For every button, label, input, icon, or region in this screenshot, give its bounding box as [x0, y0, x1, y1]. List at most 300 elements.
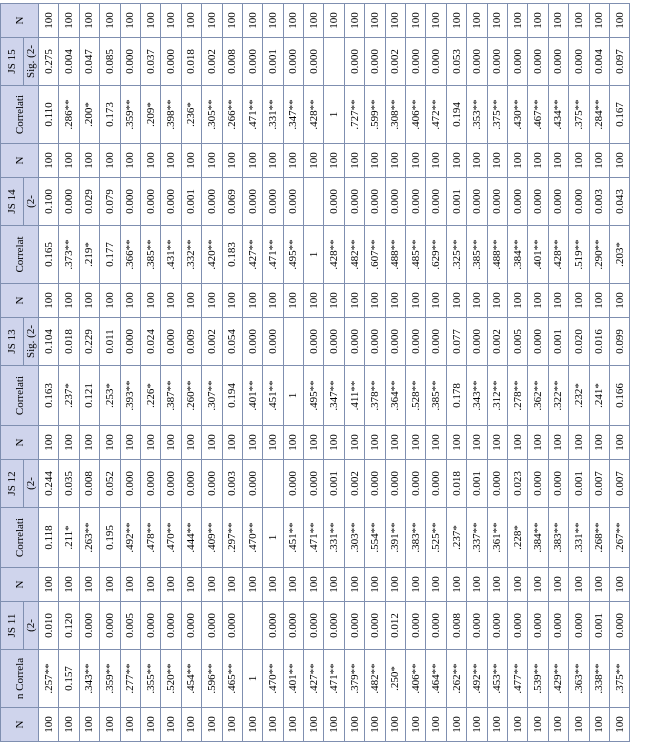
cell-js11-corr: .257** — [39, 650, 59, 708]
cell-n-a: 100 — [507, 708, 527, 742]
cell-js12-corr: .297** — [222, 508, 242, 568]
cell-js11-n: 100 — [304, 568, 324, 602]
cell-js14-n: 100 — [487, 144, 507, 178]
cell-js12-n: 100 — [487, 426, 507, 460]
cell-js15-n: 100 — [446, 4, 466, 38]
cell-js11-sig: 0.000 — [365, 602, 385, 650]
header-n: N — [1, 708, 39, 742]
cell-js14-sig: 0.069 — [222, 178, 242, 226]
cell-js14-corr: .366** — [120, 226, 140, 284]
cell-js12-corr: .331** — [324, 508, 344, 568]
cell-js12-sig: 0.000 — [385, 460, 405, 508]
cell-js13-corr: 1 — [283, 366, 303, 426]
cell-js14-n: 100 — [222, 144, 242, 178]
cell-js11-sig: 0.000 — [181, 602, 201, 650]
cell-js11-n: 100 — [59, 568, 79, 602]
cell-js15-sig: 0.000 — [467, 38, 487, 86]
cell-js13-sig: 0.099 — [609, 318, 629, 366]
cell-js13-n: 100 — [446, 284, 466, 318]
cell-js12-sig: 0.001 — [569, 460, 589, 508]
cell-js14-n: 100 — [528, 144, 548, 178]
cell-js14-corr: .607** — [365, 226, 385, 284]
cell-js14-corr: .385** — [467, 226, 487, 284]
table-row — [324, 4, 344, 742]
cell-js13-corr: .387** — [161, 366, 181, 426]
cell-js13-sig: 0.002 — [487, 318, 507, 366]
header-n: N — [1, 144, 39, 178]
cell-js15-sig: 0.000 — [406, 38, 426, 86]
cell-js15-corr: .284** — [589, 86, 609, 144]
cell-js15-corr: .331** — [263, 86, 283, 144]
header-n: N — [1, 4, 39, 38]
cell-js15-n: 100 — [120, 4, 140, 38]
cell-js11-n: 100 — [79, 568, 99, 602]
cell-js11-corr: .250* — [385, 650, 405, 708]
cell-js13-n: 100 — [344, 284, 364, 318]
cell-n-a: 100 — [222, 708, 242, 742]
cell-n-a: 100 — [406, 708, 426, 742]
cell-js12-n: 100 — [507, 426, 527, 460]
cell-n-a: 100 — [385, 708, 405, 742]
cell-js11-n: 100 — [283, 568, 303, 602]
cell-js12-n: 100 — [39, 426, 59, 460]
cell-js11-sig: 0.000 — [222, 602, 242, 650]
cell-js13-sig: 0.000 — [263, 318, 283, 366]
cell-js13-corr: .253* — [100, 366, 120, 426]
cell-js12-sig: 0.000 — [406, 460, 426, 508]
cell-js14-n: 100 — [569, 144, 589, 178]
cell-js13-sig: 0.000 — [406, 318, 426, 366]
cell-js14-n: 100 — [263, 144, 283, 178]
cell-js12-n: 100 — [446, 426, 466, 460]
cell-js11-corr: .464** — [426, 650, 446, 708]
cell-js13-corr: .401** — [242, 366, 262, 426]
cell-js14-corr: 0.183 — [222, 226, 242, 284]
cell-js12-n: 100 — [426, 426, 446, 460]
cell-js11-corr: .401** — [283, 650, 303, 708]
cell-js12-n: 100 — [140, 426, 160, 460]
cell-js14-n: 100 — [426, 144, 446, 178]
cell-n-a: 100 — [304, 708, 324, 742]
cell-js15-corr: .430** — [507, 86, 527, 144]
cell-js14-n: 100 — [548, 144, 568, 178]
cell-js13-sig: 0.000 — [242, 318, 262, 366]
header-js14-group: JS 14 — [1, 178, 24, 226]
cell-js12-corr: .361** — [487, 508, 507, 568]
cell-js15-corr: .471** — [242, 86, 262, 144]
cell-js12-sig: 0.000 — [487, 460, 507, 508]
cell-js13-sig: 0.077 — [446, 318, 466, 366]
header-js14-correlation: Correlat — [1, 226, 39, 284]
cell-js15-n: 100 — [609, 4, 629, 38]
cell-n-a: 100 — [79, 708, 99, 742]
cell-js13-n: 100 — [487, 284, 507, 318]
cell-js11-n: 100 — [467, 568, 487, 602]
cell-js13-corr: 0.194 — [222, 366, 242, 426]
cell-js12-corr: .470** — [242, 508, 262, 568]
table-row — [589, 4, 609, 742]
table-row — [181, 4, 201, 742]
cell-js11-sig: 0.000 — [487, 602, 507, 650]
cell-js14-corr: .290** — [589, 226, 609, 284]
table-row — [283, 4, 303, 742]
cell-js14-n: 100 — [140, 144, 160, 178]
cell-js14-n: 100 — [79, 144, 99, 178]
cell-js14-corr: .373** — [59, 226, 79, 284]
cell-js15-corr: .308** — [385, 86, 405, 144]
cell-js11-sig: 0.120 — [59, 602, 79, 650]
cell-js14-corr: .471** — [263, 226, 283, 284]
cell-js14-corr: 1 — [304, 226, 324, 284]
cell-js14-corr: .629** — [426, 226, 446, 284]
cell-js14-sig: 0.000 — [161, 178, 181, 226]
table-row — [304, 4, 324, 742]
cell-js14-corr: 0.165 — [39, 226, 59, 284]
cell-js14-sig: 0.000 — [120, 178, 140, 226]
cell-js12-sig: 0.001 — [467, 460, 487, 508]
cell-js13-corr: .260** — [181, 366, 201, 426]
cell-js11-sig: 0.000 — [344, 602, 364, 650]
table-row — [263, 4, 283, 742]
cell-js12-corr: .237* — [446, 508, 466, 568]
cell-js14-corr: .401** — [528, 226, 548, 284]
cell-js12-corr: 0.118 — [39, 508, 59, 568]
cell-js12-n: 100 — [385, 426, 405, 460]
cell-n-a: 100 — [365, 708, 385, 742]
cell-js12-corr: .384** — [528, 508, 548, 568]
cell-js15-n: 100 — [222, 4, 242, 38]
table-row — [161, 4, 181, 742]
cell-js13-corr: 0.163 — [39, 366, 59, 426]
cell-js12-sig: 0.002 — [344, 460, 364, 508]
cell-js13-n: 100 — [79, 284, 99, 318]
header-js15-correlation: Correlati — [1, 86, 39, 144]
cell-js14-sig: 0.000 — [59, 178, 79, 226]
cell-js13-n: 100 — [263, 284, 283, 318]
cell-js13-corr: .393** — [120, 366, 140, 426]
cell-js12-sig: 0.000 — [283, 460, 303, 508]
cell-js12-sig: 0.244 — [39, 460, 59, 508]
cell-n-a: 100 — [344, 708, 364, 742]
cell-js14-corr: .428** — [548, 226, 568, 284]
cell-js11-sig — [242, 602, 262, 650]
cell-js15-n: 100 — [161, 4, 181, 38]
cell-js15-corr: .200* — [79, 86, 99, 144]
cell-js15-sig: 0.000 — [120, 38, 140, 86]
cell-js14-sig: 0.000 — [324, 178, 344, 226]
cell-js12-corr: .303** — [344, 508, 364, 568]
cell-n-a: 100 — [161, 708, 181, 742]
cell-js13-n: 100 — [222, 284, 242, 318]
cell-n-a: 100 — [100, 708, 120, 742]
cell-n-a: 100 — [59, 708, 79, 742]
cell-js15-sig — [324, 38, 344, 86]
cell-js14-n: 100 — [365, 144, 385, 178]
cell-js12-sig: 0.035 — [59, 460, 79, 508]
cell-js12-sig: 0.052 — [100, 460, 120, 508]
header-js15-sig: Sig. (2- — [24, 38, 39, 86]
cell-js15-sig: 0.000 — [365, 38, 385, 86]
cell-js13-sig: 0.002 — [202, 318, 222, 366]
cell-js15-n: 100 — [365, 4, 385, 38]
cell-js15-sig: 0.002 — [202, 38, 222, 86]
cell-js15-n: 100 — [100, 4, 120, 38]
cell-js14-sig: 0.000 — [467, 178, 487, 226]
cell-js13-n: 100 — [467, 284, 487, 318]
cell-js12-n: 100 — [365, 426, 385, 460]
cell-js14-sig: 0.001 — [181, 178, 201, 226]
cell-js13-n: 100 — [59, 284, 79, 318]
cell-js11-corr: .482** — [365, 650, 385, 708]
cell-js13-corr: .241* — [589, 366, 609, 426]
cell-js12-n: 100 — [344, 426, 364, 460]
cell-js13-n: 100 — [569, 284, 589, 318]
cell-js11-sig: 0.000 — [528, 602, 548, 650]
cell-js13-sig: 0.001 — [548, 318, 568, 366]
cell-js13-sig: 0.000 — [161, 318, 181, 366]
table-row — [528, 4, 548, 742]
cell-js11-corr: .343** — [79, 650, 99, 708]
cell-js11-corr: .277** — [120, 650, 140, 708]
cell-js11-corr: .375** — [609, 650, 629, 708]
cell-js13-n: 100 — [100, 284, 120, 318]
cell-js11-sig: 0.000 — [140, 602, 160, 650]
cell-js15-n: 100 — [181, 4, 201, 38]
cell-js15-corr: 0.194 — [446, 86, 466, 144]
cell-js13-corr: .278** — [507, 366, 527, 426]
cell-js11-sig: 0.000 — [507, 602, 527, 650]
cell-js15-sig: 0.000 — [283, 38, 303, 86]
cell-js11-corr: .338** — [589, 650, 609, 708]
cell-js13-n: 100 — [609, 284, 629, 318]
cell-js14-corr: .488** — [385, 226, 405, 284]
cell-n-a: 100 — [120, 708, 140, 742]
cell-js14-sig: 0.000 — [528, 178, 548, 226]
cell-js15-sig: 0.085 — [100, 38, 120, 86]
cell-js11-n: 100 — [324, 568, 344, 602]
cell-js11-n: 100 — [426, 568, 446, 602]
cell-js14-n: 100 — [181, 144, 201, 178]
cell-js15-n: 100 — [589, 4, 609, 38]
cell-js11-corr: .453** — [487, 650, 507, 708]
cell-n-a: 100 — [202, 708, 222, 742]
cell-js13-n: 100 — [385, 284, 405, 318]
cell-js14-sig: 0.000 — [365, 178, 385, 226]
cell-js13-corr: .237* — [59, 366, 79, 426]
table-row — [140, 4, 160, 742]
cell-js13-sig: 0.000 — [344, 318, 364, 366]
cell-js14-sig: 0.100 — [39, 178, 59, 226]
cell-js13-sig: 0.011 — [100, 318, 120, 366]
cell-js11-sig: 0.000 — [283, 602, 303, 650]
table-row — [446, 4, 466, 742]
cell-js12-sig: 0.000 — [181, 460, 201, 508]
cell-js11-sig: 0.000 — [426, 602, 446, 650]
cell-js11-n: 100 — [202, 568, 222, 602]
cell-js15-corr: .406** — [406, 86, 426, 144]
cell-js11-corr: .355** — [140, 650, 160, 708]
cell-js13-corr: .362** — [528, 366, 548, 426]
cell-js11-sig: 0.000 — [202, 602, 222, 650]
cell-js14-corr: .427** — [242, 226, 262, 284]
cell-js11-sig: 0.000 — [324, 602, 344, 650]
cell-js12-corr: .391** — [385, 508, 405, 568]
cell-js11-n: 100 — [344, 568, 364, 602]
cell-js15-corr: .353** — [467, 86, 487, 144]
cell-n-a: 100 — [140, 708, 160, 742]
cell-js12-corr: .383** — [548, 508, 568, 568]
table-row — [39, 4, 59, 742]
cell-js11-corr: .470** — [263, 650, 283, 708]
cell-js13-corr: .307** — [202, 366, 222, 426]
cell-js13-sig: 0.018 — [59, 318, 79, 366]
cell-js13-sig: 0.000 — [304, 318, 324, 366]
cell-js13-corr: .495** — [304, 366, 324, 426]
cell-js13-n: 100 — [181, 284, 201, 318]
header-js12-correlation: Correlati — [1, 508, 39, 568]
cell-js11-n: 100 — [242, 568, 262, 602]
table-body — [39, 4, 630, 742]
cell-js15-n: 100 — [59, 4, 79, 38]
cell-js15-n: 100 — [39, 4, 59, 38]
cell-js15-corr: .375** — [569, 86, 589, 144]
cell-js11-sig: 0.000 — [406, 602, 426, 650]
cell-js12-corr: .331** — [569, 508, 589, 568]
cell-js14-n: 100 — [100, 144, 120, 178]
cell-js13-corr: .322** — [548, 366, 568, 426]
cell-js11-corr: .359** — [100, 650, 120, 708]
cell-js13-n: 100 — [324, 284, 344, 318]
cell-js12-n: 100 — [589, 426, 609, 460]
cell-js15-sig: 0.000 — [161, 38, 181, 86]
cell-js14-corr: .431** — [161, 226, 181, 284]
cell-js15-sig: 0.000 — [569, 38, 589, 86]
cell-js11-sig: 0.000 — [79, 602, 99, 650]
cell-js11-corr: .454** — [181, 650, 201, 708]
cell-js14-sig: 0.000 — [242, 178, 262, 226]
cell-js13-corr: .226* — [140, 366, 160, 426]
cell-js15-n: 100 — [324, 4, 344, 38]
cell-js15-sig: 0.001 — [263, 38, 283, 86]
cell-js12-n: 100 — [467, 426, 487, 460]
cell-js14-corr: .385** — [140, 226, 160, 284]
cell-js11-sig: 0.000 — [609, 602, 629, 650]
cell-js11-corr: .363** — [569, 650, 589, 708]
cell-js15-sig: 0.037 — [140, 38, 160, 86]
cell-js15-corr: 1 — [324, 86, 344, 144]
cell-js13-sig: 0.024 — [140, 318, 160, 366]
cell-js14-n: 100 — [589, 144, 609, 178]
cell-js13-n: 100 — [161, 284, 181, 318]
cell-js13-sig: 0.009 — [181, 318, 201, 366]
cell-js11-corr: .539** — [528, 650, 548, 708]
cell-js11-n: 100 — [528, 568, 548, 602]
cell-js14-sig — [304, 178, 324, 226]
cell-js12-n: 100 — [548, 426, 568, 460]
cell-n-a: 100 — [263, 708, 283, 742]
cell-js14-corr: .325** — [446, 226, 466, 284]
cell-js14-sig: 0.003 — [589, 178, 609, 226]
cell-js15-n: 100 — [263, 4, 283, 38]
cell-js11-n: 100 — [548, 568, 568, 602]
cell-js12-corr: .268** — [589, 508, 609, 568]
table-row — [548, 4, 568, 742]
cell-js15-n: 100 — [202, 4, 222, 38]
cell-js11-n: 100 — [365, 568, 385, 602]
cell-js13-sig: 0.020 — [569, 318, 589, 366]
cell-js11-sig: 0.000 — [467, 602, 487, 650]
cell-js15-n: 100 — [140, 4, 160, 38]
cell-js12-sig: 0.000 — [548, 460, 568, 508]
cell-js15-corr: .266** — [222, 86, 242, 144]
cell-js11-n: 100 — [406, 568, 426, 602]
table-row — [426, 4, 446, 742]
cell-js15-n: 100 — [344, 4, 364, 38]
cell-js15-corr: .347** — [283, 86, 303, 144]
cell-js11-n: 100 — [181, 568, 201, 602]
cell-js15-n: 100 — [385, 4, 405, 38]
cell-js14-n: 100 — [609, 144, 629, 178]
cell-js15-n: 100 — [467, 4, 487, 38]
cell-n-a: 100 — [39, 708, 59, 742]
cell-js11-sig: 0.000 — [100, 602, 120, 650]
cell-n-a: 100 — [283, 708, 303, 742]
table-row — [487, 4, 507, 742]
cell-js12-n: 100 — [120, 426, 140, 460]
cell-js13-n: 100 — [426, 284, 446, 318]
cell-js14-n: 100 — [161, 144, 181, 178]
cell-js12-sig: 0.008 — [79, 460, 99, 508]
cell-js12-n: 100 — [242, 426, 262, 460]
cell-js15-corr: .599** — [365, 86, 385, 144]
cell-js12-corr: .444** — [181, 508, 201, 568]
header-n: N — [1, 284, 39, 318]
cell-js14-n: 100 — [39, 144, 59, 178]
header-js13-sig: Sig. (2- — [24, 318, 39, 366]
cell-n-a: 100 — [589, 708, 609, 742]
cell-js11-n: 100 — [589, 568, 609, 602]
cell-js14-sig: 0.000 — [569, 178, 589, 226]
cell-js11-n: 100 — [100, 568, 120, 602]
cell-js12-sig — [263, 460, 283, 508]
cell-js13-n: 100 — [507, 284, 527, 318]
cell-js11-corr: .596** — [202, 650, 222, 708]
cell-js14-sig: 0.029 — [79, 178, 99, 226]
cell-js15-n: 100 — [79, 4, 99, 38]
cell-js13-sig: 0.000 — [385, 318, 405, 366]
cell-js15-corr: 0.173 — [100, 86, 120, 144]
cell-js12-n: 100 — [324, 426, 344, 460]
cell-js11-n: 100 — [140, 568, 160, 602]
cell-js12-sig: 0.000 — [242, 460, 262, 508]
cell-js14-sig: 0.000 — [426, 178, 446, 226]
cell-js13-sig: 0.016 — [589, 318, 609, 366]
cell-js14-n: 100 — [120, 144, 140, 178]
cell-js11-corr: .429** — [548, 650, 568, 708]
cell-js15-sig: 0.002 — [385, 38, 405, 86]
cell-js12-n: 100 — [181, 426, 201, 460]
cell-js13-n: 100 — [365, 284, 385, 318]
cell-js11-n: 100 — [120, 568, 140, 602]
cell-js11-n: 100 — [39, 568, 59, 602]
table-row — [569, 4, 589, 742]
cell-js12-corr: .383** — [406, 508, 426, 568]
cell-js12-sig: 0.000 — [161, 460, 181, 508]
cell-js15-sig: 0.004 — [589, 38, 609, 86]
cell-js13-sig: 0.000 — [528, 318, 548, 366]
cell-js12-n: 100 — [406, 426, 426, 460]
header-js15-group: JS 15 — [1, 38, 24, 86]
